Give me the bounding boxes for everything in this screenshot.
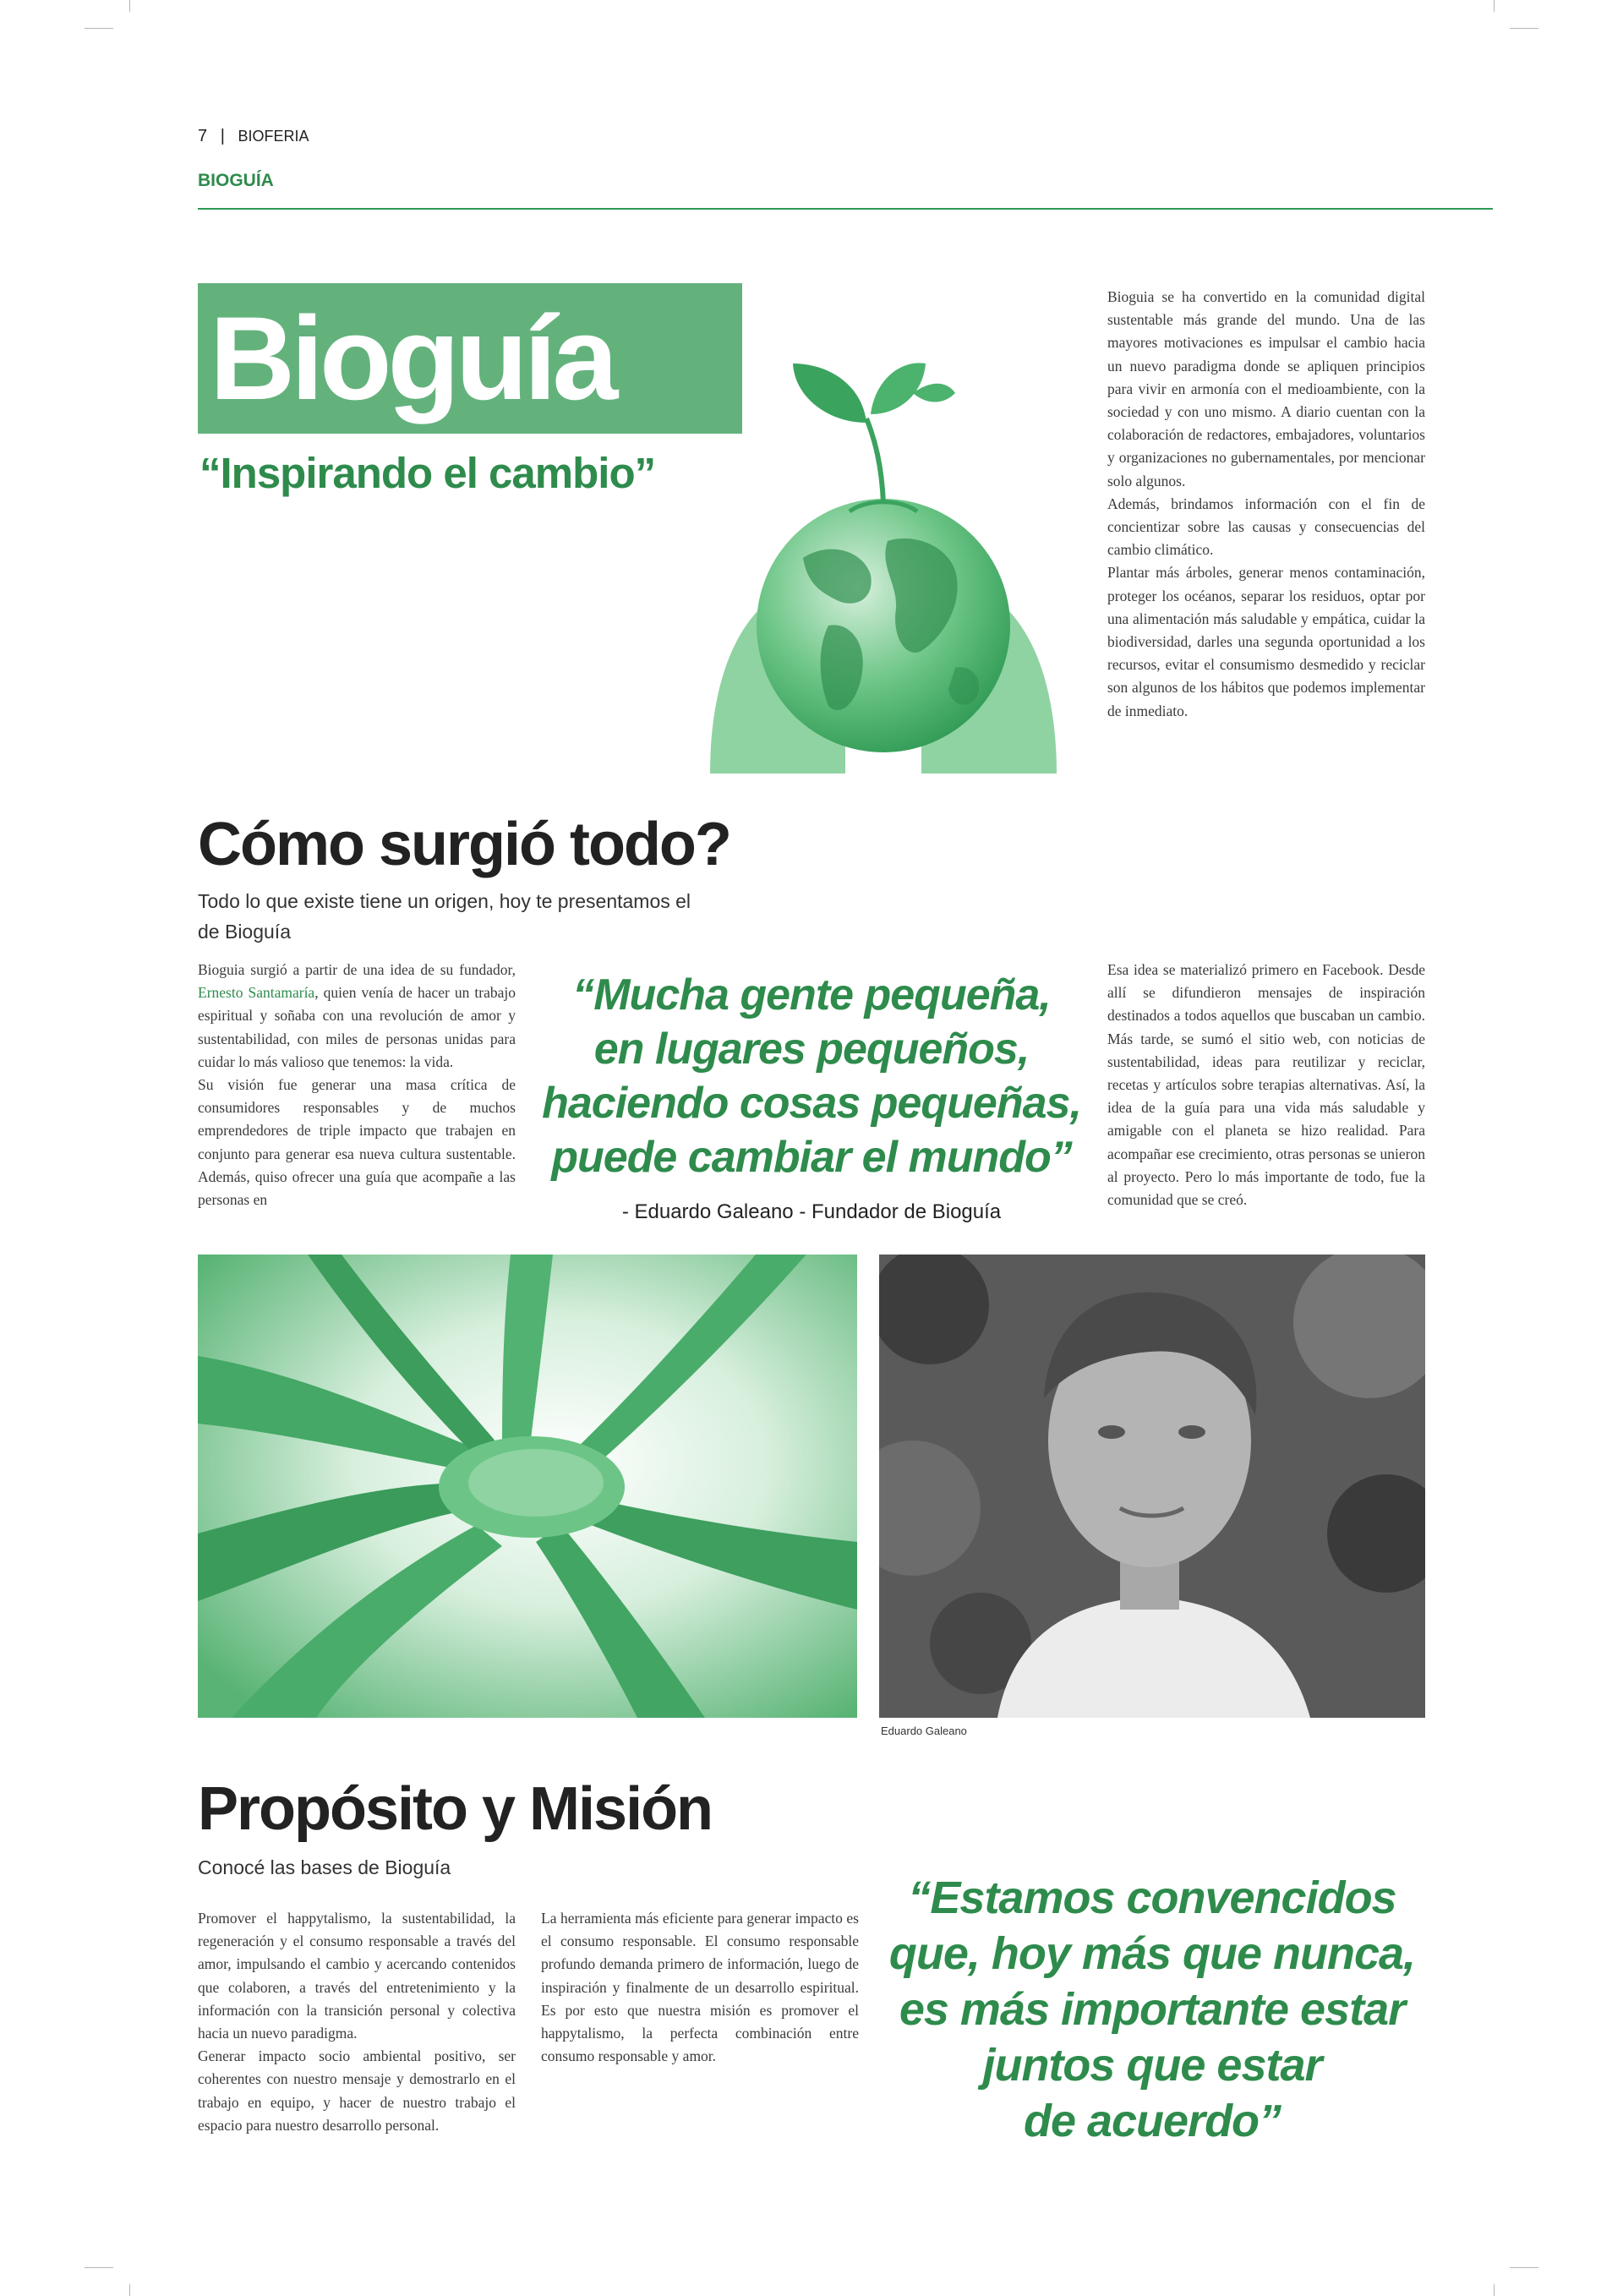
mission-paragraph: Generar impacto socio ambiental positivo, ser coherentes con nuestro mensaje y demostrarlo en el trabajo en equipo, y hacer de nuestro trabajo el espacio para nuestro desarrollo personal.: [198, 2047, 516, 2134]
origin-left-text: [198, 959, 516, 1211]
portrait-caption: Eduardo Galeano: [881, 1725, 967, 1737]
founder-link[interactable]: Ernesto Santamaría: [198, 984, 315, 1002]
page-number: 7: [198, 127, 208, 145]
intro-paragraph: Bioguia se ha convertido en la comunidad digital sustentable más grande del mundo. Una de las mayores motivaciones es impulsar el cambio hacia un nuevo paradigma donde se apliquen principios para vivir en armonía con el medioambiente, con la sociedad y con uno mismo. A diario cuentan con la colaboración de redactores, embajadores, voluntarios y organizaciones no gubernamentales, por mencionar solo algunos.: [1107, 288, 1425, 489]
origin-paragraph: Esa idea se materializó primero en Facebook. Desde allí se difundieron mensajes de inspiración destinados a todos aquellos que buscaban un cambio. Más tarde, se sumó el sitio web, con noticias de sustentabilidad, ideas para reutilizar y reciclar, recetas y artículos sobre terapias alternativas. Así, la idea de la guía para una vida más saludable y amigable con el planeta se hizo realidad. Para acompañar ese crecimiento, otras personas se unieron al proyecto. Pero lo más importante de todo, fue la comunidad que se creó.: [1107, 961, 1425, 1209]
mission-paragraph: Promover el happytalismo, la sustentabilidad, la regeneración y el consumo responsable a través del amor, impulsando el cambio y acercando contenidos que colaboren, a través del entretenimiento y la información con la transición personal y colectiva hacia un nuevo paradigma.: [198, 1910, 516, 2042]
mission-col1-text: [198, 1907, 516, 2137]
origin-heading: Cómo surgió todo?: [198, 811, 730, 878]
origin-subtitle-line: Todo lo que existe tiene un origen, hoy te presentamos el: [198, 890, 691, 912]
quote-line: de acuerdo”: [1023, 2096, 1281, 2146]
quote-line: haciendo cosas pequeñas,: [542, 1079, 1081, 1128]
mission-paragraph: La herramienta más eficiente para generar impacto es el consumo responsable. El consumo responsable profundo demanda primero de información, luego de inspiración y finalmente de un desarrollo espiritual. Es por esto que nuestra misión es promover el happytalismo, la perfecta combinación entre consumo responsable y amor.: [541, 1910, 859, 2065]
quote-line: que, hoy más que nunca,: [888, 1928, 1416, 1979]
hands-teamwork-photo: [198, 1255, 857, 1718]
section-label: BIOGUÍA: [198, 171, 274, 190]
crop-mark: [1494, 2284, 1495, 2296]
publication-name: BIOFERIA: [238, 128, 309, 145]
globe-seedling-illustration: [702, 347, 1065, 774]
crop-mark: [85, 2267, 113, 2268]
quote-line: es más importante estar: [899, 1984, 1406, 2035]
page-subtitle: “Inspirando el cambio”: [199, 449, 656, 497]
crop-mark: [85, 28, 113, 29]
portrait-photo: [879, 1255, 1425, 1718]
crop-mark: [1510, 28, 1538, 29]
origin-paragraph: [198, 959, 516, 1074]
header-rule: [198, 208, 1493, 210]
crop-mark: [1494, 0, 1495, 12]
quote-line: “Estamos convencidos: [908, 1872, 1396, 1923]
mission-quote: [879, 1870, 1425, 2149]
intro-paragraph: Plantar más árboles, generar menos contaminación, proteger los océanos, separar los residuos, optar por una alimentación más saludable y empática, cuidar la biodiversidad, darles una segunda oportunidad a los recursos, evitar el consumismo desmedido y reciclar son algunos de los hábitos que podemos implementar de inmediato.: [1107, 564, 1425, 719]
mission-subtitle: Conocé las bases de Bioguía: [198, 1856, 451, 1878]
text-run: Bioguia surgió a partir de una idea de su fundador,: [198, 961, 516, 978]
mission-heading: Propósito y Misión: [198, 1775, 713, 1843]
crop-mark: [129, 0, 130, 12]
founder-quote: [533, 968, 1090, 1184]
crop-mark: [1510, 2267, 1538, 2268]
mission-col2-text: [541, 1907, 859, 2068]
page-title: Bioguía: [210, 292, 615, 424]
origin-subtitle-line: de Bioguía: [198, 921, 291, 943]
crop-mark: [129, 2284, 130, 2296]
running-header: [198, 127, 309, 146]
origin-right-text: [1107, 959, 1425, 1211]
quote-line: en lugares pequeños,: [593, 1025, 1030, 1074]
text-run: , quien venía de hacer un trabajo espiritual y soñaba con una revolución de amor y sustentabilidad, con miles de personas unidas para cuidar lo más valioso que tenemos: la vida.: [198, 984, 516, 1070]
quote-attribution: - Eduardo Galeano - Fundador de Bioguía: [621, 1200, 1002, 1223]
quote-line: “Mucha gente pequeña,: [572, 970, 1051, 1020]
origin-subtitle: [198, 886, 691, 947]
quote-line: juntos que estar: [982, 2040, 1322, 2091]
origin-paragraph: Su visión fue generar una masa crítica de consumidores responsables y de muchos emprendedores de triple impacto que trabajen en conjunto para generar esa nueva cultura sustentable. Además, quiso ofrecer una guía que acompañe a las personas en: [198, 1076, 516, 1209]
quote-line: puede cambiar el mundo”: [551, 1133, 1072, 1182]
intro-paragraph: Además, brindamos información con el fin de concientizar sobre las causas y consecuencias del cambio climático.: [1107, 495, 1425, 559]
intro-text: [1107, 286, 1425, 723]
header-separator: |: [220, 127, 225, 145]
